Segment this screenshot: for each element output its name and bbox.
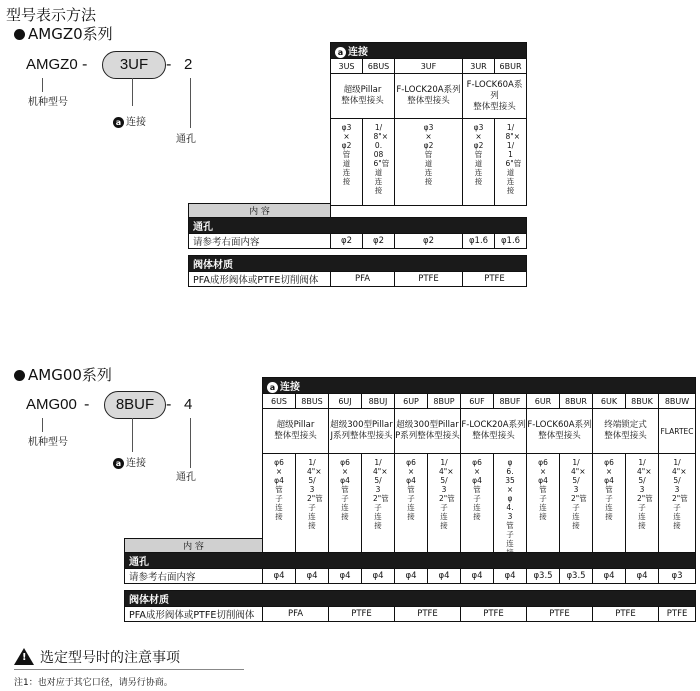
material-value: PFA	[331, 272, 395, 287]
code-cell: 8BUR	[560, 394, 593, 409]
dim-cell: φ6.35×φ4.3管子连	[494, 454, 527, 558]
a-circle-icon: a	[113, 117, 124, 128]
label-model-1: 机种型号	[28, 97, 68, 108]
group-desc: 超级300型Pillar P系列整体型接头	[395, 409, 461, 454]
label-connection-1: a 连接	[113, 113, 146, 128]
code-cell: 6UK	[593, 394, 626, 409]
code-cell: 6UR	[527, 394, 560, 409]
dim-cell: 1/4"×5/32"管子连接	[659, 454, 696, 558]
code-cell: 3UR	[463, 59, 495, 74]
material-value: PTFE	[527, 607, 593, 622]
hole-row-label: 请参考右面内容	[125, 569, 263, 584]
hole-value: φ4	[428, 569, 461, 584]
connection-table-1	[330, 42, 527, 206]
code-cell: 8BUJ	[362, 394, 395, 409]
code-cell: 8BUF	[494, 394, 527, 409]
dim-cell: φ3×φ2管道连接	[331, 119, 363, 206]
label-connection-2: a 连接	[113, 454, 146, 469]
material-value: PTFE	[395, 607, 461, 622]
code-cell: 6UF	[461, 394, 494, 409]
model-code-2: AMG00	[26, 396, 77, 413]
hole-code-1: 2	[184, 56, 193, 73]
hole-value: φ4	[296, 569, 329, 584]
hole-value: φ2	[363, 234, 395, 249]
warning-icon: !	[14, 648, 34, 665]
code-cell: 6UP	[395, 394, 428, 409]
material-value: PFA	[263, 607, 329, 622]
dash: -	[166, 55, 172, 73]
dim-cell: 1/4"×5/32"管子连接	[428, 454, 461, 558]
hole-value: φ2	[331, 234, 363, 249]
code-cell: 6BUR	[495, 59, 527, 74]
code-cell: 6US	[263, 394, 296, 409]
group-desc: 超级300型Pillar J系列整体型接头	[329, 409, 395, 454]
hole-value: φ4	[461, 569, 494, 584]
content-header: 内 容	[189, 204, 331, 218]
connection-table-2	[262, 377, 696, 558]
material-value: PTFE	[659, 607, 696, 622]
label-model-2: 机种型号	[28, 437, 68, 448]
hole-header: 通孔	[189, 218, 527, 234]
hole-value: φ3.5	[527, 569, 560, 584]
code-cell: 6BUS	[363, 59, 395, 74]
footnote: 注1：也对应于其它口径，请另行协商。	[14, 678, 173, 688]
spec-table-1	[188, 203, 527, 287]
material-value: PTFE	[463, 272, 527, 287]
code-cell: 3US	[331, 59, 363, 74]
material-value: PTFE	[329, 607, 395, 622]
hole-value: φ4	[626, 569, 659, 584]
label-hole-1: 通孔	[176, 134, 196, 145]
bullet-icon	[14, 29, 25, 40]
hole-value: φ3.5	[560, 569, 593, 584]
code-cell: 8BUK	[626, 394, 659, 409]
bullet-icon	[14, 370, 25, 381]
dash: -	[82, 55, 88, 73]
group-desc: F-LOCK60A系列 整体型接头	[527, 409, 593, 454]
hole-value: φ1.6	[463, 234, 495, 249]
a-circle-icon: a	[113, 458, 124, 469]
connection-header-2: a 连接	[263, 378, 696, 394]
dim-cell: φ6×φ4管子连接	[527, 454, 560, 558]
material-header: 阀体材质	[125, 591, 696, 607]
code-cell: 8BUW	[659, 394, 696, 409]
group-desc: 超级Pillar 整体型接头	[263, 409, 329, 454]
dim-cell: 1/8"×0.086"管道连接	[363, 119, 395, 206]
hole-value: φ2	[395, 234, 463, 249]
group-desc: FLARTEC	[659, 409, 696, 454]
dim-cell: φ6×φ4管子连接	[263, 454, 296, 558]
material-row-label: PFA成形阀体或PTFE切削阀体	[125, 607, 263, 622]
code-cell: 6UJ	[329, 394, 362, 409]
dim-cell: φ3×φ2管道连接	[463, 119, 495, 206]
label-hole-2: 通孔	[176, 472, 196, 483]
hole-value: φ4	[329, 569, 362, 584]
model-code-1: AMGZ0	[26, 56, 78, 73]
a-circle-icon: a	[335, 47, 346, 58]
hole-value: φ4	[494, 569, 527, 584]
material-value: PTFE	[593, 607, 659, 622]
page-title: 型号表示方法	[6, 6, 97, 24]
material-row-label: PFA成形阀体或PTFE切削阀体	[189, 272, 331, 287]
hole-header: 通孔	[125, 553, 696, 569]
material-header: 阀体材质	[189, 256, 527, 272]
dim-cell: 1/4"×5/32"管子连接	[296, 454, 329, 558]
code-cell: 8BUS	[296, 394, 329, 409]
code-cell: 3UF	[395, 59, 463, 74]
series-label: AMGZ0系列	[28, 25, 113, 43]
dim-cell: φ6×φ4管子连接	[329, 454, 362, 558]
group-desc: 终端锁定式 整体型接头	[593, 409, 659, 454]
dim-cell: 1/8"×1/16"管道连接	[495, 119, 527, 206]
dim-cell: 1/4"×5/32"管子连接	[560, 454, 593, 558]
hole-value: φ4	[395, 569, 428, 584]
group-desc: F-LOCK20A系列 整体型接头	[461, 409, 527, 454]
group-desc: F-LOCK20A系列 整体型接头	[395, 74, 463, 119]
dim-cell: φ6×φ4管子连接	[593, 454, 626, 558]
spec-table-2	[124, 538, 696, 622]
connection-code-pill-1: 3UF	[102, 51, 166, 79]
group-desc: F-LOCK60A系列 整体型接头	[463, 74, 527, 119]
hole-value: φ1.6	[495, 234, 527, 249]
dim-cell: φ6×φ4管子连接	[395, 454, 428, 558]
material-value: PTFE	[395, 272, 463, 287]
connection-header-1: a 连接	[331, 43, 527, 59]
hole-code-2: 4	[184, 396, 193, 413]
code-cell: 8BUP	[428, 394, 461, 409]
dim-cell: 1/4"×5/32"管子连接	[626, 454, 659, 558]
dim-cell: φ3×φ2管道连接	[395, 119, 463, 206]
dim-cell: 1/4"×5/32"管子连接	[362, 454, 395, 558]
dash: -	[84, 395, 90, 413]
hole-value: φ4	[362, 569, 395, 584]
dash: -	[166, 395, 172, 413]
content-header: 内 容	[125, 539, 263, 553]
series-label: AMG00系列	[28, 366, 112, 384]
material-value: PTFE	[461, 607, 527, 622]
a-circle-icon: a	[267, 382, 278, 393]
dim-cell: φ6×φ4管子连接	[461, 454, 494, 558]
hole-row-label: 请参考右面内容	[189, 234, 331, 249]
hole-value: φ4	[263, 569, 296, 584]
group-desc: 超级Pillar 整体型接头	[331, 74, 395, 119]
hole-value: φ4	[593, 569, 626, 584]
series-heading-2	[14, 364, 112, 385]
series-heading-1	[14, 23, 113, 44]
connection-code-pill-2: 8BUF	[104, 391, 166, 419]
warning-heading: ! 选定型号时的注意事项	[14, 647, 180, 667]
hole-value: φ3	[659, 569, 696, 584]
